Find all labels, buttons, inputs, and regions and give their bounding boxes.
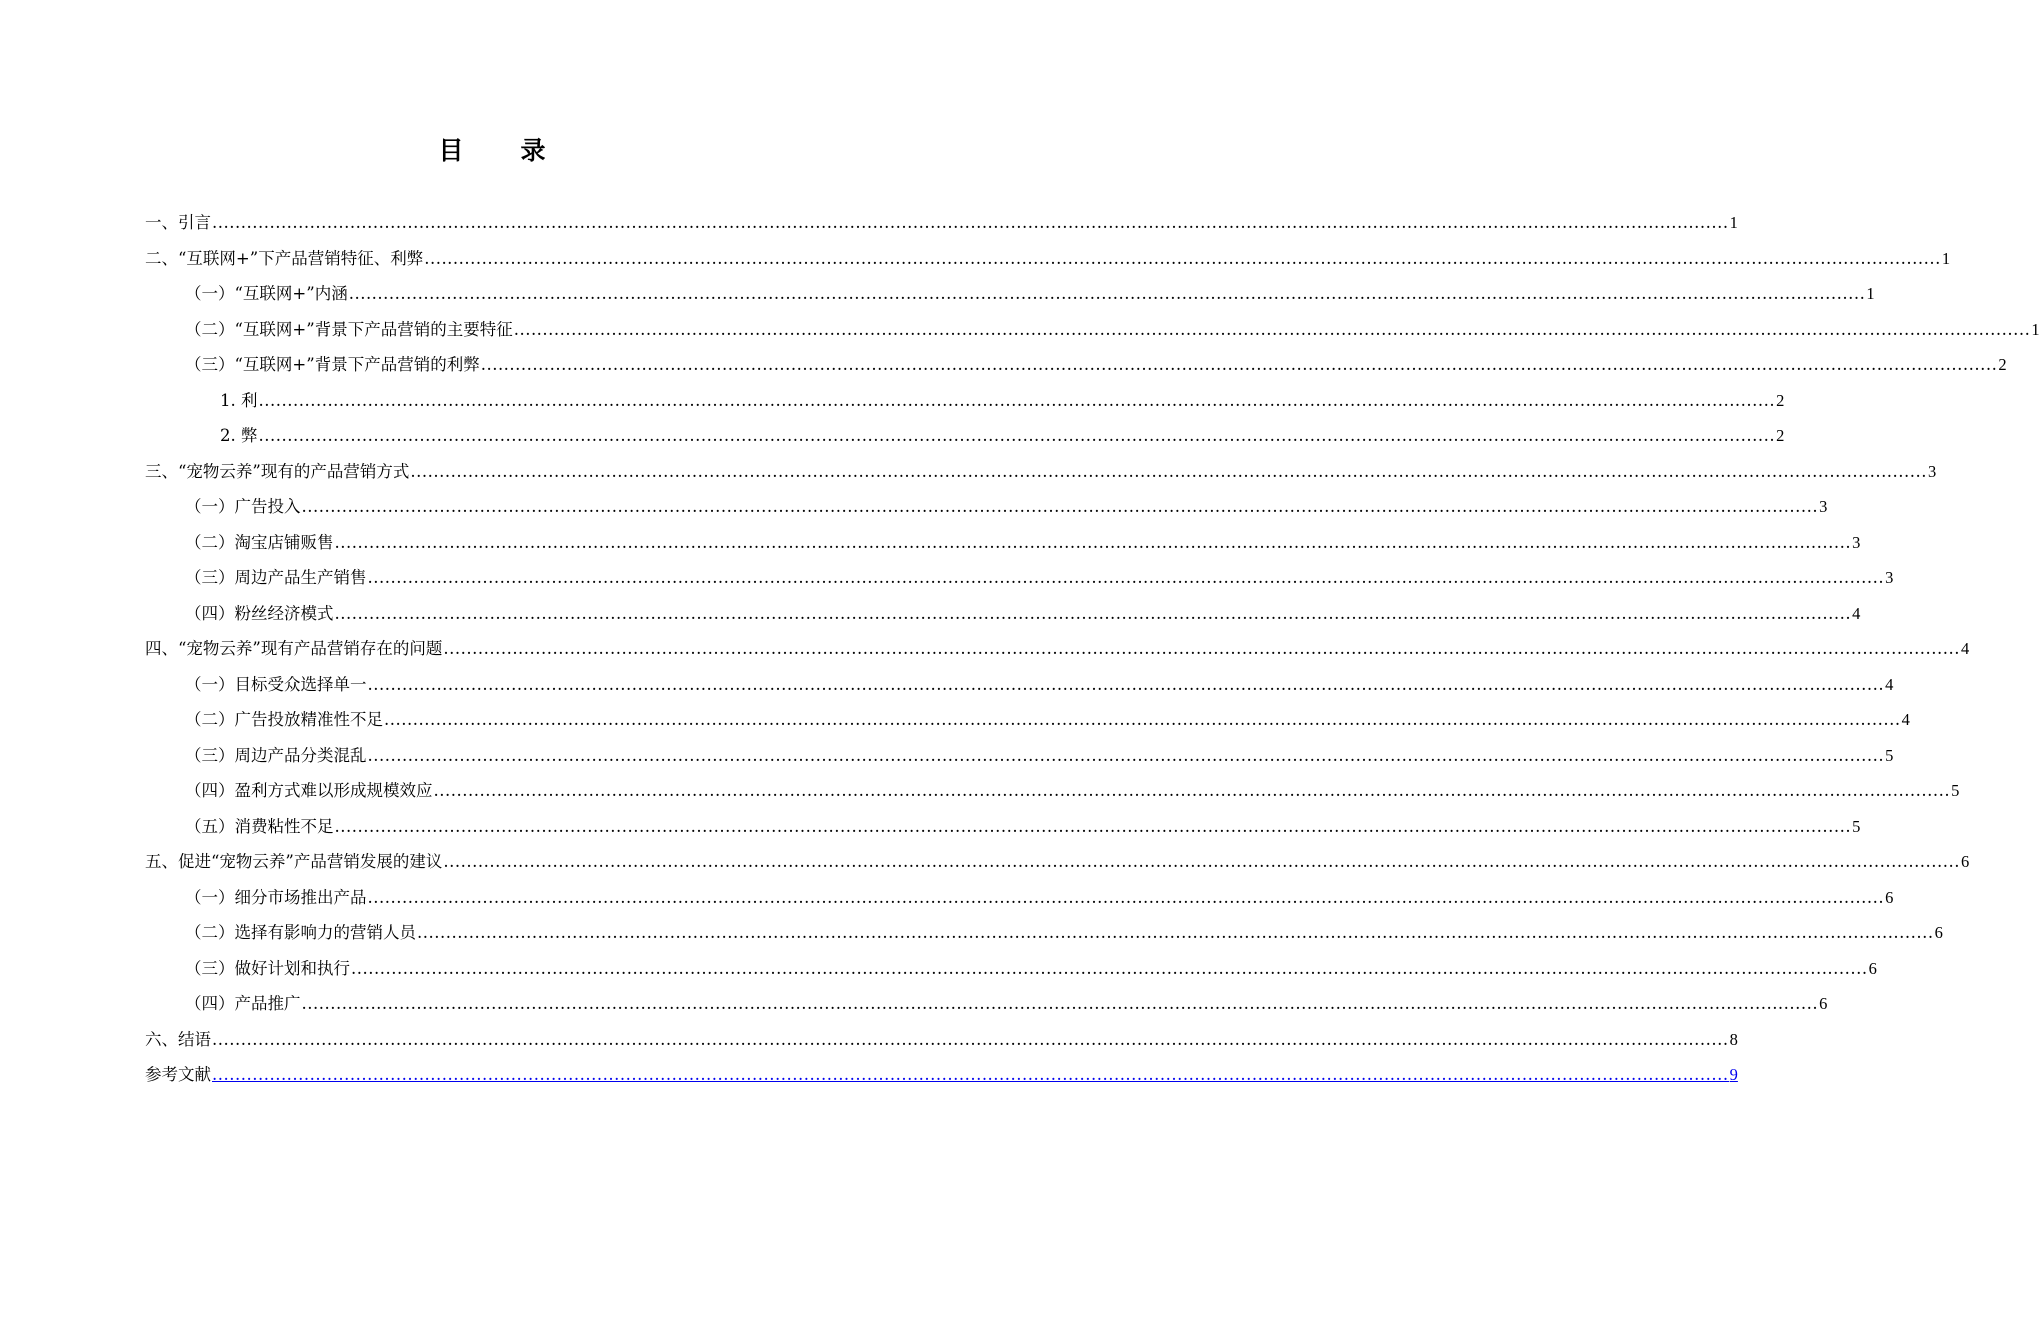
toc-entry-text: （二）选择有影响力的营销人员: [185, 923, 416, 942]
toc-entry-page-number: 4: [1961, 639, 1970, 658]
toc-entry-page-number: 1: [1941, 248, 1951, 268]
toc-dot-leader: [351, 951, 1868, 987]
toc-dot-leader: [368, 880, 1885, 916]
toc-entry-page-number: 1: [1866, 284, 1875, 303]
toc-entry[interactable]: [145, 702, 1910, 738]
toc-dot-leader: [212, 1057, 1729, 1082]
toc-entry[interactable]: [145, 1022, 1738, 1058]
toc-entry[interactable]: [145, 241, 1951, 277]
toc-dot-leader: [443, 631, 1960, 667]
toc-entry-page-number: 6: [1819, 994, 1828, 1013]
toc-entry[interactable]: [145, 347, 2007, 383]
toc-entry-page-number[interactable]: 9: [1729, 1065, 1738, 1084]
toc-entry[interactable]: [145, 596, 1861, 632]
toc-entry[interactable]: [145, 773, 1960, 809]
toc-entry-text: 二、“互联网+”下产品营销特征、利弊: [145, 248, 424, 268]
toc-entry-page-number: 1: [2031, 319, 2040, 339]
toc-entry-page-number: 3: [1928, 461, 1937, 481]
toc-entry-page-number: 4: [1885, 674, 1894, 694]
toc-entry-text: （二）淘宝店铺贩售: [185, 532, 334, 552]
toc-entry-text: 参考文献: [145, 1065, 211, 1084]
toc-entry-page-number: 6: [1868, 958, 1877, 978]
toc-entry-text: （三）“互联网+”背景下产品营销的利弊: [185, 355, 480, 374]
toc-entry[interactable]: [145, 986, 1828, 1022]
toc-dot-leader: [349, 276, 1866, 312]
toc-entry-text: （一）目标受众选择单一: [185, 674, 367, 694]
toc-dot-leader: [424, 241, 1941, 277]
toc-entry[interactable]: [145, 560, 1894, 596]
toc-entry-page-number: 1: [1729, 213, 1738, 232]
toc-entry-text: （一）细分市场推出产品: [185, 887, 367, 907]
toc-entry-page-number: 5: [1951, 781, 1960, 800]
toc-entry-text: （三）做好计划和执行: [185, 958, 350, 978]
toc-entry[interactable]: [145, 915, 1943, 951]
toc-entry[interactable]: [145, 418, 1785, 454]
toc-entry[interactable]: [145, 312, 2040, 348]
toc-dot-leader: [384, 702, 1901, 738]
toc-entry[interactable]: [145, 383, 1785, 419]
toc-entry-page-number: 8: [1729, 1029, 1738, 1049]
toc-title: 目 录: [438, 136, 562, 165]
toc-dot-leader: [212, 1022, 1729, 1058]
toc-entry[interactable]: [145, 454, 1937, 490]
toc-entry-text: （四）粉丝经济模式: [185, 603, 334, 623]
toc-entry[interactable]: [145, 276, 1875, 312]
toc-entry[interactable]: [145, 809, 1861, 845]
toc-entry-page-number: 3: [1819, 497, 1828, 516]
toc-entry[interactable]: [145, 844, 1970, 880]
toc-dot-leader: [302, 489, 1819, 525]
toc-entry-text: （三）周边产品生产销售: [185, 568, 367, 587]
toc-dot-leader: [259, 418, 1776, 454]
toc-entry-page-number: 2: [1776, 390, 1785, 410]
toc-dot-leader: [302, 986, 1819, 1022]
toc-entry[interactable]: [145, 489, 1828, 525]
toc-entry[interactable]: [145, 738, 1894, 774]
toc-dot-leader: [410, 454, 1927, 490]
toc-entry[interactable]: [145, 667, 1894, 703]
toc-dot-leader: [368, 738, 1885, 774]
toc-entry-page-number: 4: [1901, 710, 1910, 729]
toc-entry-text: （四）盈利方式难以形成规模效应: [185, 781, 433, 800]
toc-entry-text: 三、“宠物云养”现有的产品营销方式: [145, 461, 410, 481]
toc-entry[interactable]: [145, 205, 1738, 241]
toc-entry-text: 四、“宠物云养”现有产品营销存在的问题: [145, 639, 443, 658]
toc-entry-text: （二）广告投放精准性不足: [185, 710, 383, 729]
toc-list: [145, 205, 2040, 1093]
toc-dot-leader: [514, 312, 2031, 348]
toc-entry[interactable]: [145, 951, 1877, 987]
toc-entry-page-number: 6: [1934, 923, 1943, 942]
toc-entry-text: 五、促进“宠物云养”产品营销发展的建议: [145, 852, 443, 871]
toc-dot-leader: [368, 667, 1885, 703]
toc-entry-text: （一）“互联网+”内涵: [185, 284, 348, 303]
toc-dot-leader: [335, 809, 1852, 845]
toc-dot-leader: [212, 205, 1729, 241]
toc-dot-leader: [434, 773, 1951, 809]
toc-entry[interactable]: [145, 880, 1894, 916]
toc-dot-leader: [443, 844, 1960, 880]
toc-entry-page-number: 2: [1998, 355, 2007, 374]
toc-entry-page-number: 2: [1776, 426, 1785, 445]
toc-entry[interactable]: [145, 631, 1970, 667]
toc-entry-text: 2. 弊: [220, 426, 258, 445]
toc-entry[interactable]: [145, 1057, 1738, 1093]
toc-entry-page-number: 4: [1852, 603, 1861, 623]
toc-entry-text: 一、引言: [145, 213, 211, 232]
toc-entry-text: （一）广告投入: [185, 497, 301, 516]
toc-dot-leader: [368, 560, 1885, 596]
toc-entry-text: 1. 利: [220, 390, 258, 410]
toc-entry-page-number: 5: [1885, 745, 1894, 765]
toc-dot-leader: [481, 347, 1998, 383]
toc-dot-leader: [259, 383, 1776, 419]
toc-dot-leader: [335, 525, 1852, 561]
toc-entry[interactable]: [145, 525, 1861, 561]
toc-entry-page-number: 6: [1961, 852, 1970, 871]
toc-entry-page-number: 6: [1885, 887, 1894, 907]
toc-entry-text: （二）“互联网+”背景下产品营销的主要特征: [185, 319, 513, 339]
toc-entry-text: （四）产品推广: [185, 994, 301, 1013]
toc-entry-page-number: 5: [1852, 816, 1861, 836]
toc-entry-page-number: 3: [1852, 532, 1861, 552]
toc-entry-text: （三）周边产品分类混乱: [185, 745, 367, 765]
toc-entry-text: 六、结语: [145, 1029, 211, 1049]
toc-entry-page-number: 3: [1885, 568, 1894, 587]
toc-dot-leader: [417, 915, 1934, 951]
toc-dot-leader: [335, 596, 1852, 632]
toc-entry-text: （五）消费粘性不足: [185, 816, 334, 836]
